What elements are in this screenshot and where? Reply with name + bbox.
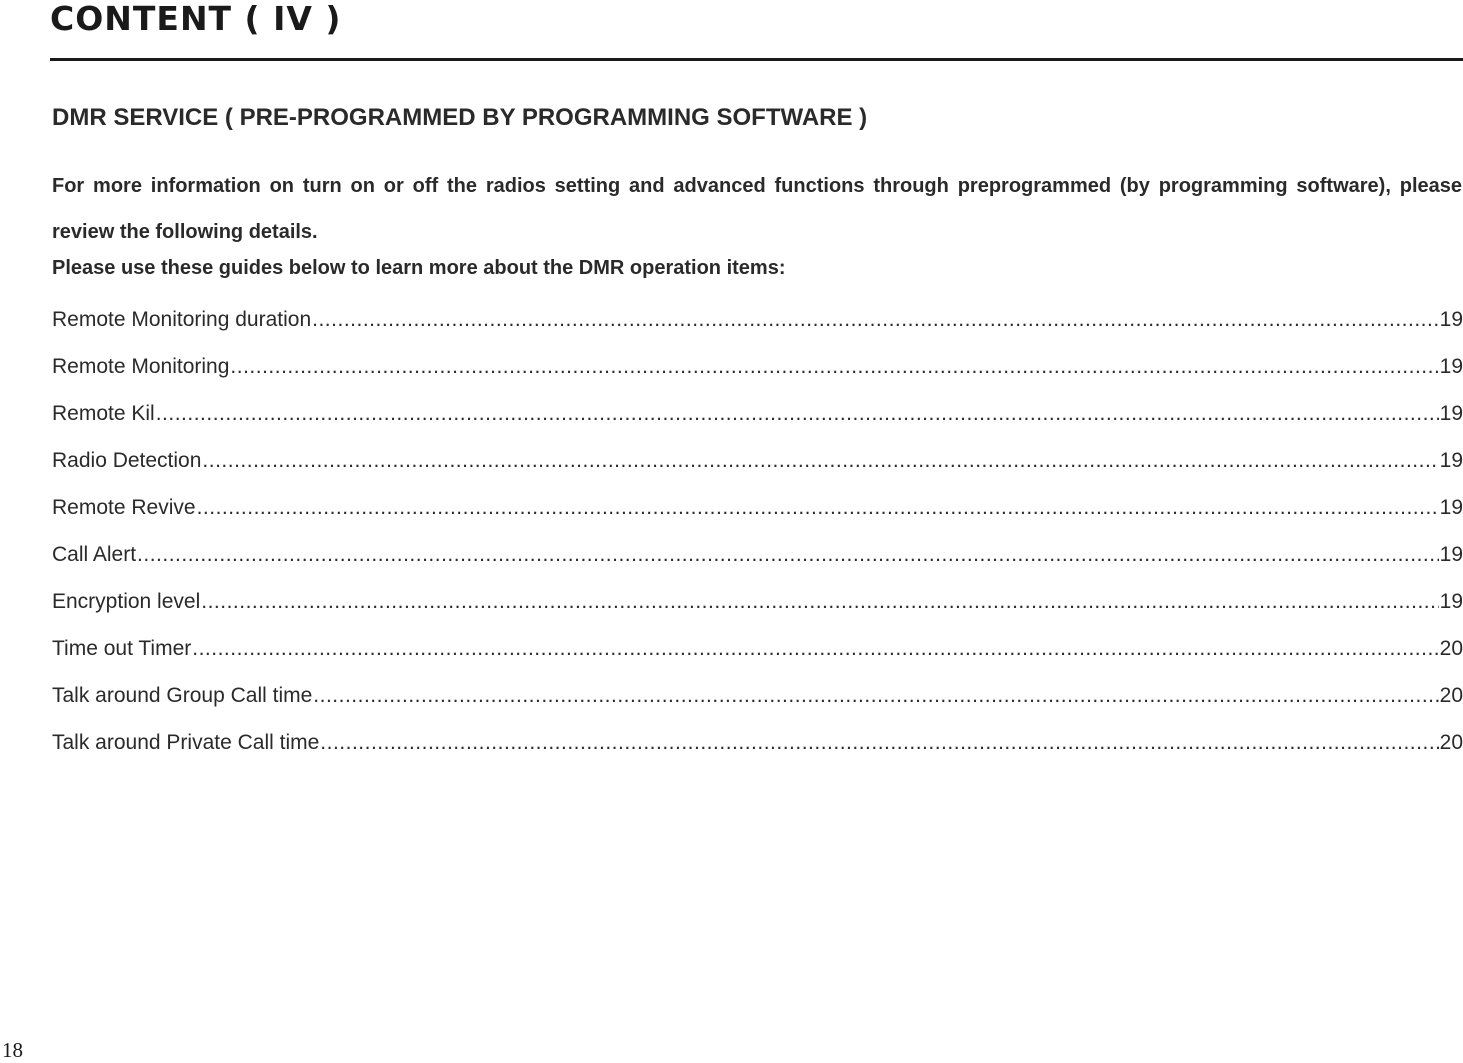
toc-item-remote-revive[interactable] (52, 496, 1463, 543)
dot-leader (313, 684, 1438, 708)
toc-item-page: 19 (1439, 543, 1463, 566)
dot-leader (312, 308, 1439, 332)
dot-leader (320, 731, 1438, 755)
toc-item-remote-kill[interactable] (52, 402, 1463, 449)
toc-item-remote-monitoring-duration[interactable] (52, 308, 1463, 355)
toc-item-label: Remote Monitoring duration (52, 308, 312, 331)
page-number: 18 (2, 1038, 23, 1062)
toc-item-page: 19 (1439, 590, 1463, 613)
page-title: CONTENT ( IV ) (50, 0, 342, 38)
toc-item-label: Encryption level (52, 590, 201, 613)
toc-item-page: 19 (1439, 402, 1463, 425)
toc-item-page: 19 (1439, 449, 1463, 472)
toc-item-label: Remote Monitoring (52, 355, 230, 378)
toc-item-label: Call Alert (52, 543, 137, 566)
dot-leader (202, 449, 1438, 473)
dot-leader (197, 496, 1439, 520)
dot-leader (230, 355, 1438, 379)
dot-leader (201, 590, 1438, 614)
table-of-contents (52, 308, 1463, 778)
toc-item-label: Talk around Group Call time (52, 684, 313, 707)
section-title: DMR SERVICE ( PRE-PROGRAMMED BY PROGRAMMING SOFTWARE ) (52, 104, 868, 131)
toc-item-time-out-timer[interactable] (52, 637, 1463, 684)
toc-item-page: 20 (1439, 637, 1463, 660)
dot-leader (192, 637, 1438, 661)
toc-item-page: 20 (1439, 731, 1463, 754)
toc-item-label: Talk around Private Call time (52, 731, 320, 754)
intro-paragraph: For more information on turn on or off the radios setting and advanced functions through preprogrammed (by programming software), please review the following details. (52, 175, 1462, 243)
toc-item-page: 19 (1439, 496, 1463, 519)
toc-item-talk-around-private-call-time[interactable] (52, 731, 1463, 778)
dot-leader (156, 402, 1439, 426)
toc-item-radio-detection[interactable] (52, 449, 1463, 496)
header-divider (50, 58, 1463, 61)
toc-item-label: Remote Kil (52, 402, 155, 425)
dot-leader (137, 543, 1439, 567)
toc-item-label: Radio Detection (52, 449, 202, 472)
toc-item-talk-around-group-call-time[interactable] (52, 684, 1463, 731)
toc-item-page: 19 (1439, 355, 1463, 378)
toc-item-page: 19 (1439, 308, 1463, 331)
toc-item-remote-monitoring[interactable] (52, 355, 1463, 402)
toc-item-call-alert[interactable] (52, 543, 1463, 590)
toc-item-label: Remote Revive (52, 496, 196, 519)
guide-text: Please use these guides below to learn more about the DMR operation items: (52, 257, 786, 279)
toc-item-page: 20 (1439, 684, 1463, 707)
toc-item-label: Time out Timer (52, 637, 192, 660)
toc-item-encryption-level[interactable] (52, 590, 1463, 637)
